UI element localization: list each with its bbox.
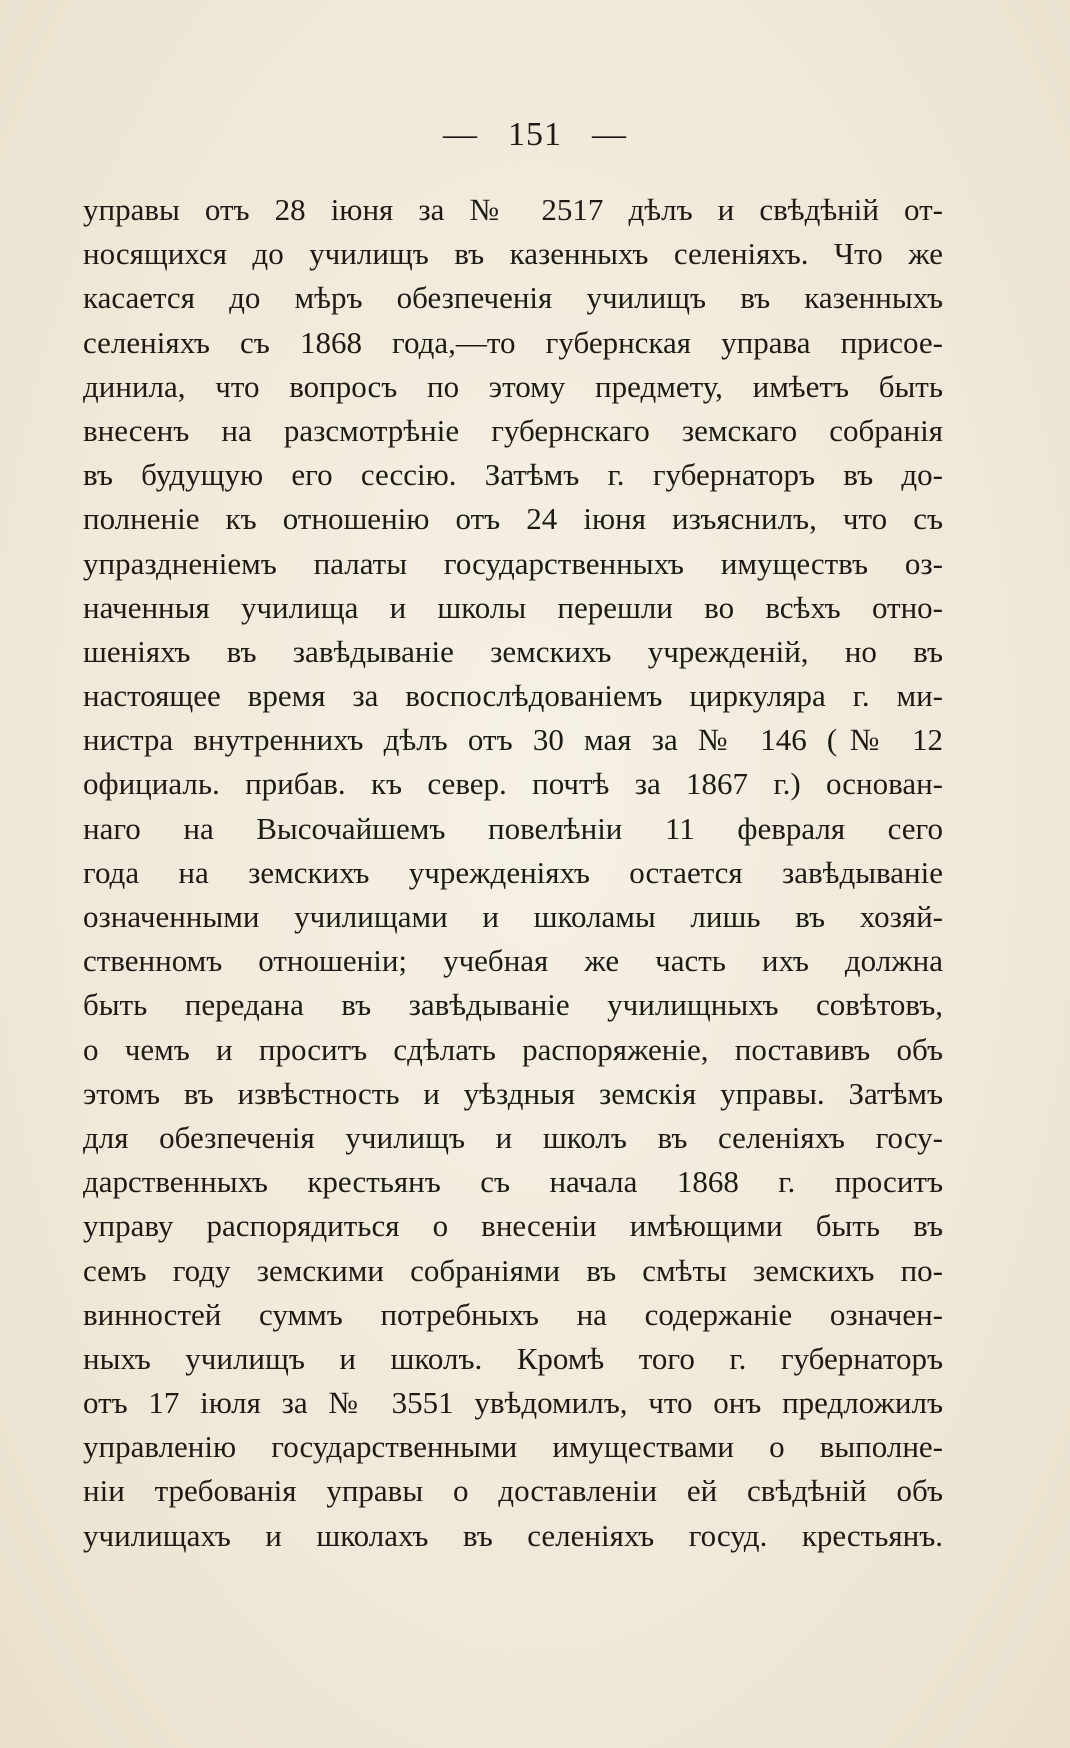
text-line: ныхъ училищъ и школъ. Кромѣ того г. губернаторъ (83, 1340, 943, 1376)
text-line: быть передана въ завѣдываніе училищныхъ совѣтовъ, (83, 987, 943, 1023)
text-line: настоящее время за воспослѣдованіемъ циркуляра г. ми- (83, 678, 943, 714)
text-line: касается до мѣръ обезпеченія училищъ въ казенныхъ (83, 280, 943, 316)
text-line: отъ 17 іюля за № 3551 увѣдомилъ, что онъ предложилъ (83, 1385, 943, 1421)
text-line: носящихся до училищъ въ казенныхъ селеніяхъ. Что же (83, 236, 943, 272)
text-line: наченныя училища и школы перешли во всѣхъ отно- (83, 589, 943, 625)
text-line: о чемъ и проситъ сдѣлать распоряженіе, поставивъ объ (83, 1031, 943, 1067)
page-number-dash-right: — (592, 116, 627, 153)
text-line: для обезпеченія училищъ и школъ въ селеніяхъ госу- (83, 1119, 943, 1155)
text-line: полненіе къ отношенію отъ 24 іюня изъяснилъ, что съ (83, 501, 943, 537)
text-line: ніи требованія управы о доставленіи ей свѣдѣній объ (83, 1473, 943, 1509)
text-line: наго на Высочайшемъ повелѣніи 11 февраля сего (83, 810, 943, 846)
text-line: семъ году земскими собраніями въ смѣты земскихъ по- (83, 1252, 943, 1288)
text-line: винностей суммъ потребныхъ на содержаніе означен- (83, 1296, 943, 1332)
text-line: дарственныхъ крестьянъ съ начала 1868 г. проситъ (83, 1164, 943, 1200)
text-line: управленію государственными имуществами о выполне- (83, 1429, 943, 1465)
page-number-dash-left: — (443, 116, 478, 153)
page-number-header (0, 108, 1070, 162)
text-line: управы отъ 28 іюня за № 2517 дѣлъ и свѣдѣній от- (83, 192, 943, 227)
text-line: динила, что вопросъ по этому предмету, имѣетъ быть (83, 368, 943, 404)
text-line: официаль. прибав. къ север. почтѣ за 1867 г.) основан- (83, 766, 943, 802)
body-text (83, 188, 943, 1558)
text-line: управу распорядиться о внесеніи имѣющими быть въ (83, 1208, 943, 1244)
text-line: упраздненіемъ палаты государственныхъ имуществъ оз- (83, 545, 943, 581)
text-line: въ будущую его сессію. Затѣмъ г. губернаторъ въ до- (83, 457, 943, 493)
page-number: 151 (508, 116, 562, 153)
text-line: училищахъ и школахъ въ селеніяхъ госуд. крестьянъ. (83, 1517, 943, 1553)
text-line: нистра внутреннихъ дѣлъ отъ 30 мая за № 146 (№ 12 (83, 722, 943, 758)
text-line: селеніяхъ съ 1868 года,—то губернская управа присое- (83, 324, 943, 360)
text-line: года на земскихъ учрежденіяхъ остается завѣдываніе (83, 854, 943, 890)
text-line: означенными училищами и школамы лишь въ хозяй- (83, 899, 943, 934)
text-line: этомъ въ извѣстность и уѣздныя земскія управы. Затѣмъ (83, 1075, 943, 1111)
text-line: внесенъ на разсмотрѣніе губернскаго земскаго собранія (83, 412, 943, 448)
text-line: ственномъ отношеніи; учебная же часть ихъ должна (83, 943, 943, 979)
text-line: шеніяхъ въ завѣдываніе земскихъ учрежденій, но въ (83, 633, 943, 669)
